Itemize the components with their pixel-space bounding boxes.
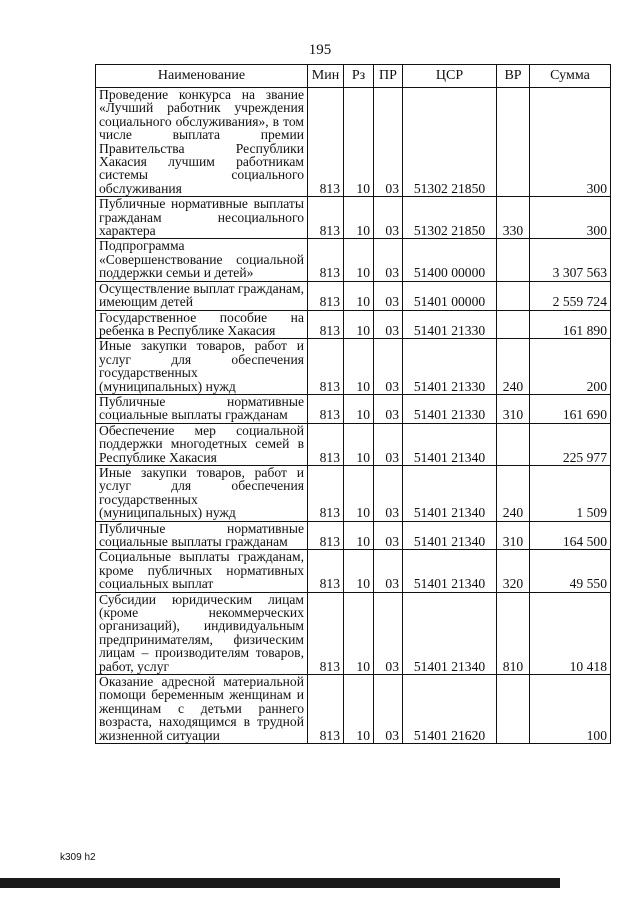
row-pr: 03 (374, 465, 403, 521)
row-csr: 51401 21330 (403, 394, 497, 423)
row-pr: 03 (374, 88, 403, 197)
row-csr: 51302 21850 (403, 197, 497, 239)
row-pr: 03 (374, 310, 403, 339)
row-csr: 51400 00000 (403, 239, 497, 281)
row-sum: 164 500 (530, 521, 611, 550)
footer-code: k309 h2 (60, 852, 96, 863)
row-rz: 10 (344, 394, 374, 423)
row-vr (497, 310, 530, 339)
row-min: 813 (308, 339, 344, 395)
row-name: Обеспечение мер социальной поддержки многодетных семей в Республике Хакасия (96, 423, 308, 465)
row-rz: 10 (344, 675, 374, 744)
row-rz: 10 (344, 592, 374, 674)
row-rz: 10 (344, 239, 374, 281)
table-row (96, 675, 611, 744)
row-pr: 03 (374, 675, 403, 744)
row-vr (497, 88, 530, 197)
row-sum: 300 (530, 88, 611, 197)
row-sum: 10 418 (530, 592, 611, 674)
row-rz: 10 (344, 197, 374, 239)
row-name: Осуществление выплат гражданам, имеющим детей (96, 281, 308, 310)
row-vr: 310 (497, 394, 530, 423)
row-vr: 330 (497, 197, 530, 239)
row-sum: 2 559 724 (530, 281, 611, 310)
row-rz: 10 (344, 423, 374, 465)
row-rz: 10 (344, 521, 374, 550)
row-min: 813 (308, 550, 344, 592)
table-header-row (96, 65, 611, 88)
table-row (96, 550, 611, 592)
row-pr: 03 (374, 339, 403, 395)
row-name: Проведение конкурса на звание «Лучший работник учреждения социального обслуживания», в том числе выплата премии Правительства Республики Хакасия лучшим работникам системы социального обслуживания (96, 88, 308, 197)
row-name: Подпрограмма «Совершенствование социальной поддержки семьи и детей» (96, 239, 308, 281)
row-sum: 161 890 (530, 310, 611, 339)
row-rz: 10 (344, 281, 374, 310)
table-row (96, 423, 611, 465)
row-csr: 51302 21850 (403, 88, 497, 197)
row-rz: 10 (344, 465, 374, 521)
header-pr: ПР (374, 65, 403, 88)
row-pr: 03 (374, 550, 403, 592)
header-rz: Рз (344, 65, 374, 88)
row-csr: 51401 21340 (403, 465, 497, 521)
row-pr: 03 (374, 592, 403, 674)
row-name: Публичные нормативные социальные выплаты гражданам (96, 521, 308, 550)
row-rz: 10 (344, 550, 374, 592)
row-name: Оказание адресной материальной помощи беременным женщинам и женщинам с детьми раннего возраста, находящимся в трудной жизненной ситуации (96, 675, 308, 744)
row-min: 813 (308, 675, 344, 744)
table-row (96, 394, 611, 423)
header-min: Мин (308, 65, 344, 88)
row-rz: 10 (344, 88, 374, 197)
row-name: Публичные нормативные социальные выплаты гражданам (96, 394, 308, 423)
row-sum: 100 (530, 675, 611, 744)
row-rz: 10 (344, 310, 374, 339)
table-row (96, 521, 611, 550)
row-sum: 3 307 563 (530, 239, 611, 281)
row-name: Государственное пособие на ребенка в Республике Хакасия (96, 310, 308, 339)
row-name: Иные закупки товаров, работ и услуг для обеспечения государственных (муниципальных) нужд (96, 339, 308, 395)
row-name: Субсидии юридическим лицам (кроме некоммерческих организаций), индивидуальным предпринимателям, физическим лицам – производителям товаров, работ, услуг (96, 592, 308, 674)
row-vr: 240 (497, 339, 530, 395)
row-vr (497, 239, 530, 281)
row-vr (497, 675, 530, 744)
row-csr: 51401 21330 (403, 310, 497, 339)
row-min: 813 (308, 592, 344, 674)
row-csr: 51401 21340 (403, 550, 497, 592)
table-row (96, 197, 611, 239)
row-csr: 51401 21340 (403, 521, 497, 550)
row-min: 813 (308, 281, 344, 310)
page-number: 195 (308, 42, 332, 58)
table-row (96, 281, 611, 310)
row-vr (497, 423, 530, 465)
row-min: 813 (308, 423, 344, 465)
row-csr: 51401 21340 (403, 423, 497, 465)
row-vr: 320 (497, 550, 530, 592)
row-csr: 51401 21330 (403, 339, 497, 395)
row-name: Иные закупки товаров, работ и услуг для обеспечения государственных (муниципальных) нужд (96, 465, 308, 521)
row-vr (497, 281, 530, 310)
row-pr: 03 (374, 521, 403, 550)
row-sum: 225 977 (530, 423, 611, 465)
row-min: 813 (308, 310, 344, 339)
row-min: 813 (308, 521, 344, 550)
row-name: Социальные выплаты гражданам, кроме публичных нормативных социальных выплат (96, 550, 308, 592)
table-row (96, 592, 611, 674)
row-name: Публичные нормативные выплаты гражданам несоциального характера (96, 197, 308, 239)
row-pr: 03 (374, 423, 403, 465)
header-vr: ВР (497, 65, 530, 88)
header-name: Наименование (96, 65, 308, 88)
row-csr: 51401 21620 (403, 675, 497, 744)
table-row (96, 88, 611, 197)
table-row (96, 339, 611, 395)
row-vr: 240 (497, 465, 530, 521)
row-sum: 161 690 (530, 394, 611, 423)
row-min: 813 (308, 239, 344, 281)
row-sum: 49 550 (530, 550, 611, 592)
row-pr: 03 (374, 197, 403, 239)
row-min: 813 (308, 394, 344, 423)
row-min: 813 (308, 88, 344, 197)
row-vr: 310 (497, 521, 530, 550)
header-sum: Сумма (530, 65, 611, 88)
row-sum: 1 509 (530, 465, 611, 521)
row-csr: 51401 21340 (403, 592, 497, 674)
row-min: 813 (308, 465, 344, 521)
row-rz: 10 (344, 339, 374, 395)
table-row (96, 465, 611, 521)
row-pr: 03 (374, 281, 403, 310)
budget-table (95, 64, 611, 744)
table-row (96, 239, 611, 281)
row-csr: 51401 00000 (403, 281, 497, 310)
row-min: 813 (308, 197, 344, 239)
row-sum: 200 (530, 339, 611, 395)
header-csr: ЦСР (403, 65, 497, 88)
row-vr: 810 (497, 592, 530, 674)
scan-edge-bar (0, 878, 560, 888)
row-pr: 03 (374, 239, 403, 281)
row-sum: 300 (530, 197, 611, 239)
row-pr: 03 (374, 394, 403, 423)
table-row (96, 310, 611, 339)
